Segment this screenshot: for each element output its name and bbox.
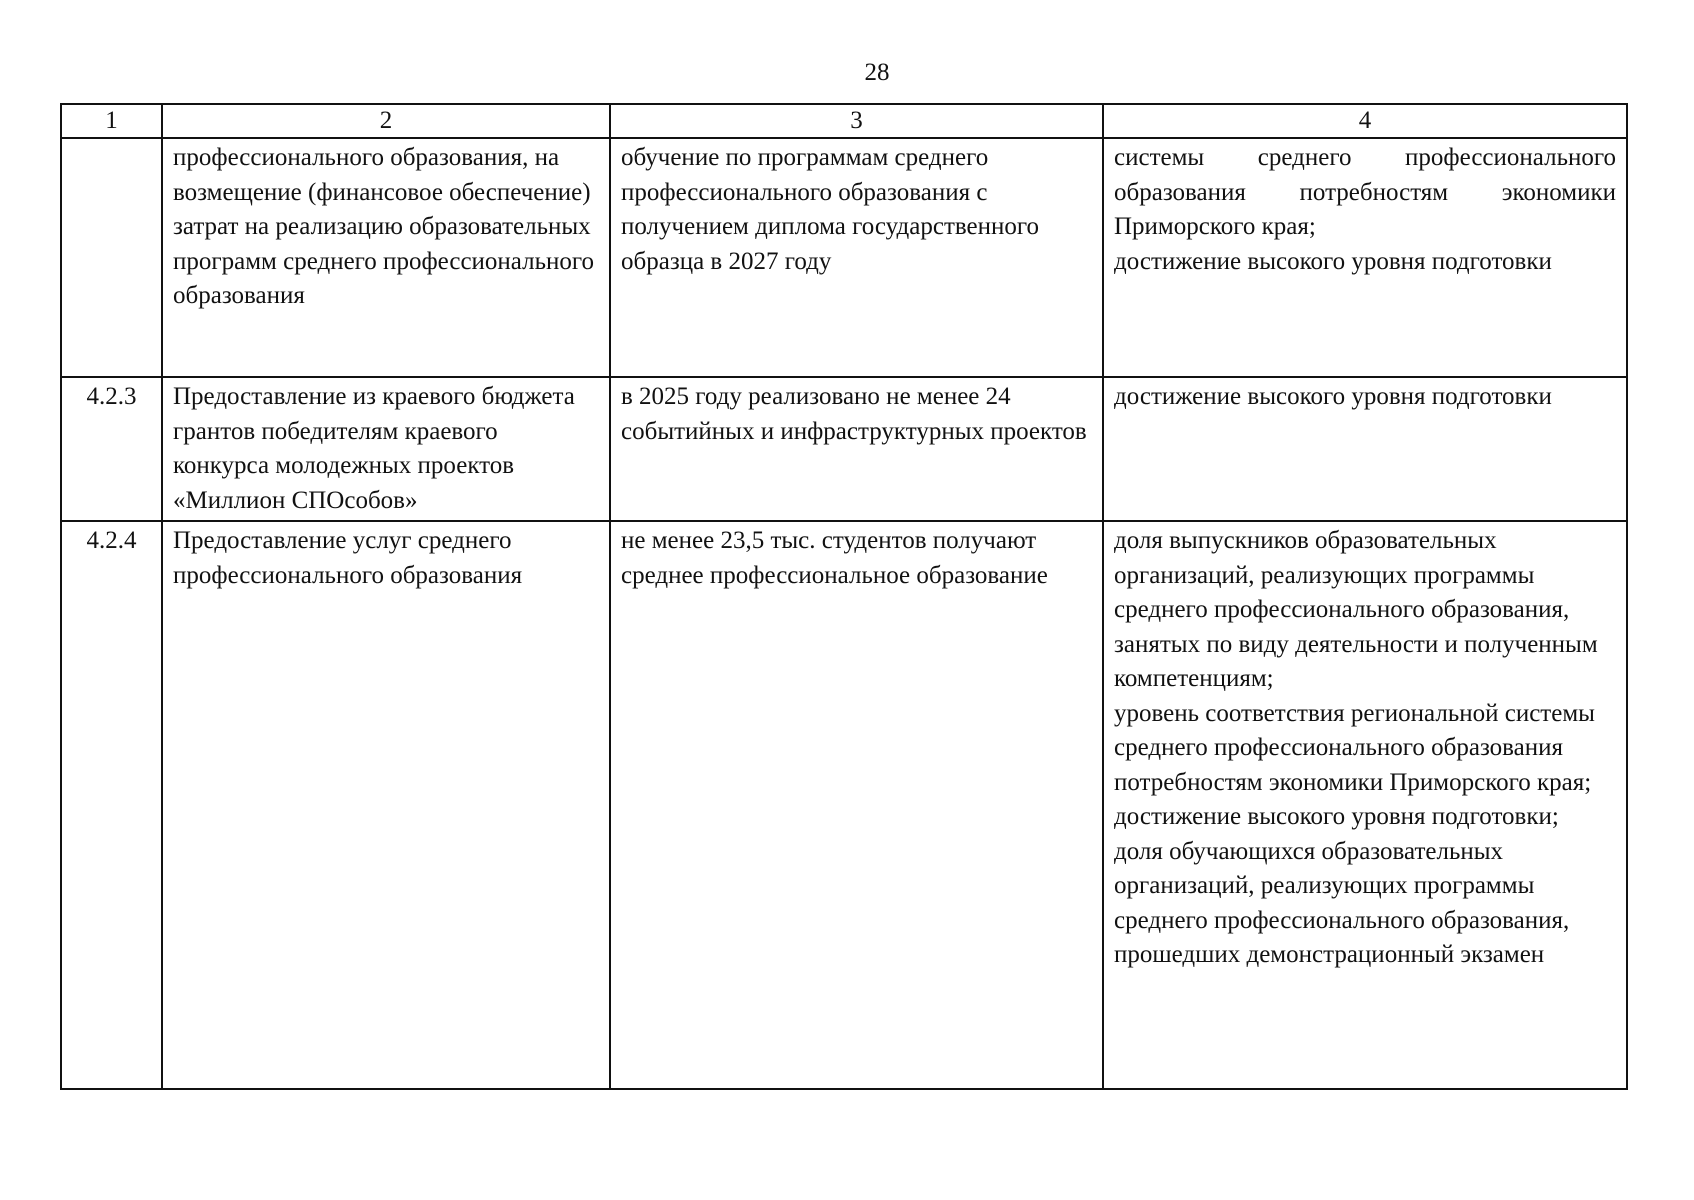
header-row (61, 104, 1627, 138)
indicator-cell (1103, 521, 1627, 1089)
row-number (61, 138, 162, 377)
indicator-text: достижение высокого уровня подготовки (1114, 383, 1552, 410)
indicator-text: доля выпускников образовательных организаций, реализующих программы среднего профессионального образования, занятых по виду деятельности и полученным компетенциям; (1114, 527, 1598, 692)
activity-name: профессионального образования, на возмещение (финансовое обеспечение) затрат на реализацию образовательных программ среднего профессионального образования (162, 138, 610, 377)
activity-name: Предоставление услуг среднего профессионального образования (162, 521, 610, 1089)
expected-result: обучение по программам среднего профессионального образования с получением диплома государственного образца в 2027 году (610, 138, 1103, 377)
indicator-text: системы среднего профессионального образования потребностям экономики Приморского края; (1114, 144, 1616, 240)
indicator-text: доля обучающихся образовательных организаций, реализующих программы среднего профессионального образования, прошедших демонстрационный экзамен (1114, 837, 1570, 968)
page-number: 28 (864, 59, 890, 86)
column-header-1: 1 (61, 104, 162, 138)
indicator-text: достижение высокого уровня подготовки; (1114, 803, 1559, 830)
table-row (61, 521, 1627, 1089)
column-header-2: 2 (162, 104, 610, 138)
indicator-cell (1103, 138, 1627, 377)
column-header-3: 3 (610, 104, 1103, 138)
column-header-4: 4 (1103, 104, 1627, 138)
table-row (61, 138, 1627, 377)
expected-result: в 2025 году реализовано не менее 24 событийных и инфраструктурных проектов (610, 377, 1103, 521)
activity-name: Предоставление из краевого бюджета грантов победителям краевого конкурса молодежных проектов «Миллион СПОсобов» (162, 377, 610, 521)
expected-result: не менее 23,5 тыс. студентов получают среднее профессиональное образование (610, 521, 1103, 1089)
indicator-text: уровень соответствия региональной системы среднего профессионального образования потребностям экономики Приморского края; (1114, 699, 1595, 796)
row-number: 4.2.4 (61, 521, 162, 1089)
indicator-cell (1103, 377, 1627, 521)
row-number: 4.2.3 (61, 377, 162, 521)
table-row (61, 377, 1627, 521)
activities-table (60, 103, 1628, 1090)
indicator-text: достижение высокого уровня подготовки (1114, 247, 1552, 275)
